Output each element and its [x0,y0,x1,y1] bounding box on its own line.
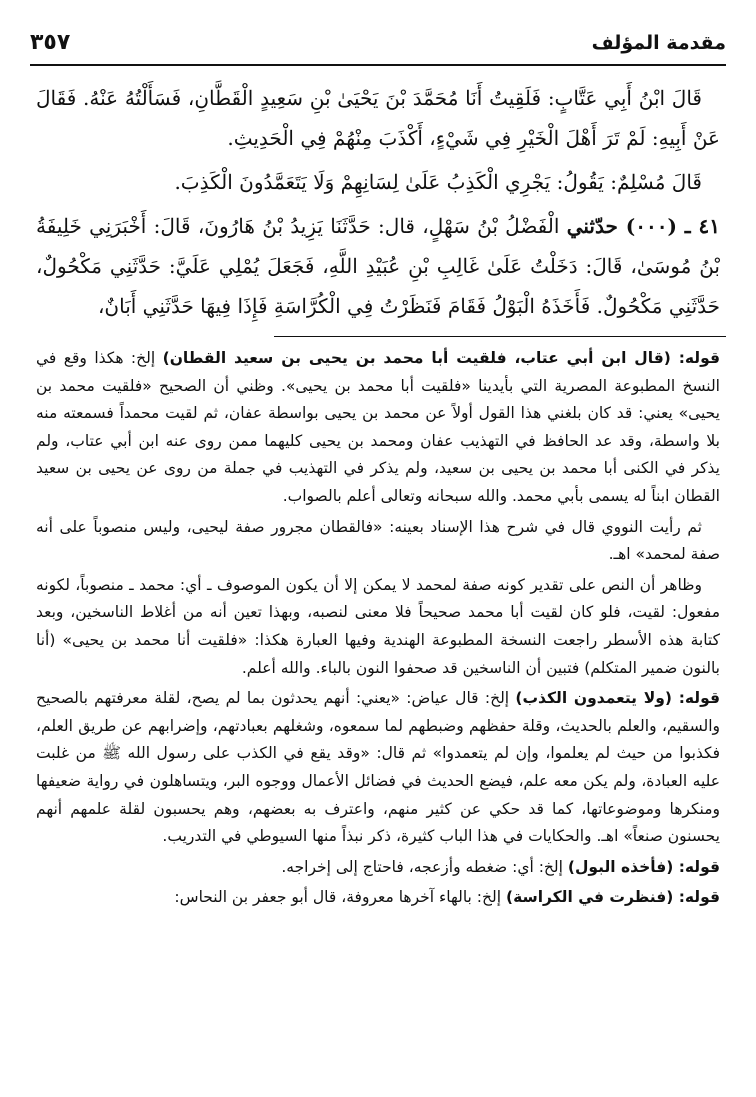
hadith-text: الْفَضْلُ بْنُ سَهْلٍ، قال: حَدَّثَنَا يَزِيدُ بْنُ هَارُونَ، قَالَ: أَخْبَرَنِي خَلِيفَةُ بْنُ مُوسَىٰ، قَالَ: دَخَلْتُ عَلَىٰ غَالِبِ بْنِ عُبَيْدِ اللَّهِ، فَجَعَلَ يُمْلِي عَلَيَّ: حَدَّثَنِي مَكْحُولٌ، حَدَّثَنِي مَكْحُولٌ. فَأَخَذَهُ الْبَوْلُ فَقَامَ فَنَظَرْتُ فِي الْكُرَّاسَةِ فَإِذَا فِيهَا حَدَّثَنِي أَبَانٌ، [36,214,720,318]
footnote-separator [274,336,726,337]
commentary-text: إلخ: قال عياض: «يعني: أنهم يحدثون بما لم يصح، لقلة معرفتهم بالصحيح والسقيم، والعلم بالحديث، وقلة حفظهم وضبطهم لما سمعوه، وشغلهم بعبادتهم، وإضرابهم عن طريق العلم، فكذبوا من حيث لم يعلموا، وإن لم يتعمدوا» ثم قال: «وقد يقع في الكذب على رسول الله ﷺ من غلبت عليه العبادة، ولم يكن معه علم، فيضع الحديث في فضائل الأعمال ووجوه البر، ويتساهلون في رواية ضعيفها ومنكرها وموضوعاتها، كما قد حكي عن كثير منهم، واعترف به بعضهم، وهم يحسبون لقلة علمهم أنهم يحسنون صنعاً» اهـ. والحكايات في هذا الباب كثيرة، ذكر نبذاً منها السيوطي في التدريب. [36,689,720,846]
commentary-paragraph [36,514,720,569]
commentary-lemma: قوله: (فأخذه البول) [567,857,720,876]
commentary [36,345,720,915]
header-rule [30,64,726,66]
commentary-paragraph [36,884,720,912]
main-paragraph-text: قَالَ ابْنُ أَبِي عَتَّابٍ: فَلَقِيتُ أَنَا مُحَمَّدَ بْنَ يَحْيَىٰ بْنِ سَعِيدٍ الْقَطَّانِ، فَسَأَلْتُهُ عَنْهُ. فَقَالَ عَنْ أَبِيهِ: لَمْ تَرَ أَهْلَ الْخَيْرِ فِي شَيْءٍ، أَكْذَبَ مِنْهُمْ فِي الْحَدِيثِ. [36,86,720,150]
commentary-lemma: قوله: (قال ابن أبي عتاب، فلقيت أبا محمد بن يحيى بن سعيد القطان) [162,349,720,367]
main-paragraph-text: قَالَ مُسْلِمٌ: يَقُولُ: يَجْرِي الْكَذِبُ عَلَىٰ لِسَانِهِمْ وَلَا يَتَعَمَّدُونَ الْكَذِبَ. [174,170,702,194]
commentary-paragraph [36,345,720,511]
commentary-text: ثم رأيت النووي قال في شرح هذا الإسناد بعينه: «فالقطان مجرور صفة ليحيى، وليس منصوباً على أنه صفة لمحمد» اهـ. [36,517,720,564]
commentary-text: وظاهر أن النص على تقدير كونه صفة لمحمد لا يمكن إلا أن يكون الموصوف ـ أي: محمد ـ منصوباً، لكونه مفعول: لقيت، فلو كان لقيت أبا محمد صحيحاً فلا معنى لنصبه، وبهذا تعين أنه من أغلاط الناسخين، وبعد كتابة هذه الأسطر راجعت النسخة المطبوعة الهندية وفيها العبارة هكذا: «فلقيت أنا محمد بن يحيى» (أنا بالنون ضمير المتكلم) فتبين أن الناسخين قد صحفوا النون بالباء. والله أعلم. [36,575,720,677]
main-paragraph [36,162,720,202]
commentary-paragraph [36,854,720,882]
commentary-lemma: قوله: (ولا يتعمدون الكذب) [515,689,720,708]
commentary-text: إلخ: أي: ضغطه وأزعجه، فاحتاج إلى إخراجه. [281,857,568,876]
main-text [36,78,720,330]
page-header [30,30,726,64]
commentary-paragraph [36,685,720,851]
commentary-text: إلخ: هكذا وقع في النسخ المطبوعة المصرية التي بأيدينا «فلقيت أبا محمد بن يحيى». وظني أن الصحيح «فلقيت محمد بن يحيى» يعني: قد كان بلغني هذا القول أولاً عن محمد بن يحيى بواسطة عفان، ثم لقيت محمداً فسمعته منه بلا واسطة، وقد عد الحافظ في التهذيب عفان ومحمد بن يحيى كليهما ممن روى عنه ابن أبي عتاب، ولم يذكر في الكنى أبا محمد بن يحيى بن سعيد، ولم يذكر في التهذيب في جملة من روى عن يحيى بن سعيد القطان ابناً له يسمى بأبي محمد. والله سبحانه وتعالى أعلم بالصواب. [36,349,720,505]
hadith-paragraph [36,206,720,326]
page-number: ٣٥٧ [30,30,71,55]
commentary-text: إلخ: بالهاء آخرها معروفة، قال أبو جعفر بن النحاس: [174,888,506,907]
commentary-paragraph [36,572,720,682]
commentary-lemma: قوله: (فنظرت في الكراسة) [505,888,720,907]
running-title: مقدمة المؤلف [591,32,726,54]
hadith-number: ٤١ ـ (٠٠٠) حدّثني [566,214,721,238]
main-paragraph [36,78,720,158]
